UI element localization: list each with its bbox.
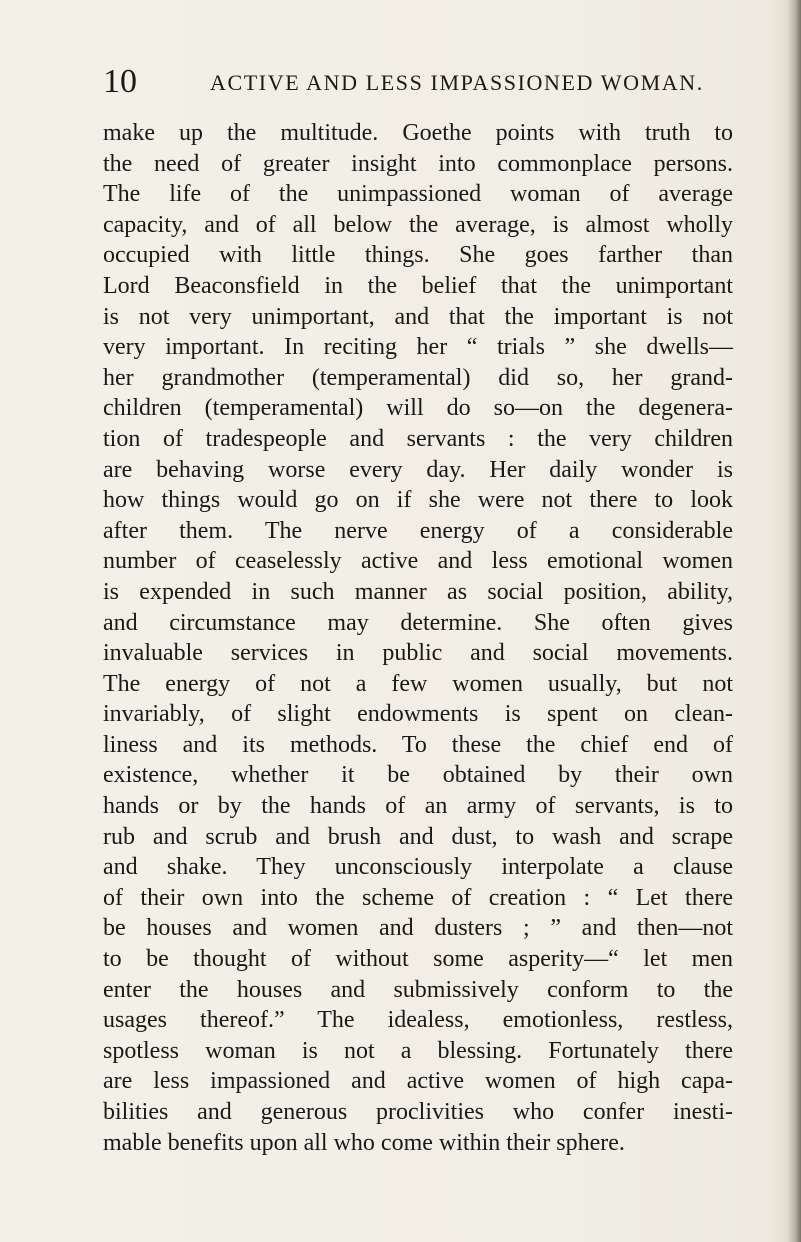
text-line: very important. In reciting her “ trials ” she dwells—: [103, 334, 733, 361]
text-line: and shake. They unconsciously interpolate a clause: [103, 854, 733, 881]
text-line: capacity, and of all below the average, is almost wholly: [103, 211, 733, 238]
text-line: liness and its methods. To these the chief end of: [103, 731, 733, 758]
text-line: spotless woman is not a blessing. Fortunately there: [103, 1037, 733, 1064]
text-line: make up the multitude. Goethe points with truth to: [103, 120, 733, 146]
text-line: Lord Beaconsfield in the belief that the unimportant: [103, 272, 733, 299]
page-number: 10: [103, 63, 137, 100]
text-line: how things would go on if she were not there to look: [103, 487, 733, 514]
text-line: are behaving worse every day. Her daily wonder is: [103, 456, 733, 483]
text-line: tion of tradespeople and servants : the very children: [103, 425, 733, 452]
text-line: after them. The nerve energy of a considerable: [103, 517, 733, 544]
text-line: of their own into the scheme of creation : “ Let there: [103, 884, 733, 911]
running-head: ACTIVE AND LESS IMPASSIONED WOMAN.: [210, 70, 704, 95]
text-line: the need of greater insight into commonplace persons.: [103, 150, 733, 177]
text-line: are less impassioned and active women of high capa-: [103, 1068, 733, 1095]
text-line: number of ceaselessly active and less emotional women: [103, 548, 733, 575]
text-line: her grandmother (temperamental) did so, her grand-: [103, 364, 733, 391]
text-line: existence, whether it be obtained by their own: [103, 762, 733, 789]
page-header: [0, 62, 801, 102]
text-line: hands or by the hands of an army of servants, is to: [103, 793, 733, 820]
page-edge-shadow: [787, 0, 801, 1242]
text-line: is expended in such manner as social position, ability,: [103, 578, 733, 605]
text-line: to be thought of without some asperity—“ let men: [103, 946, 733, 973]
text-line: is not very unimportant, and that the important is not: [103, 303, 733, 330]
body-text: [103, 118, 733, 1158]
text-line: and circumstance may determine. She often gives: [103, 609, 733, 636]
text-line: The life of the unimpassioned woman of average: [103, 181, 733, 208]
text-line: usages thereof.” The idealess, emotionless, restless,: [103, 1007, 733, 1034]
text-line: mable benefits upon all who come within their sphere.: [103, 1129, 625, 1156]
text-line: The energy of not a few women usually, but not: [103, 670, 733, 697]
text-line: be houses and women and dusters ; ” and then—not: [103, 915, 733, 942]
text-line: occupied with little things. She goes farther than: [103, 242, 733, 269]
text-line: invariably, of slight endowments is spent on clean-: [103, 701, 733, 728]
text-line: rub and scrub and brush and dust, to wash and scrape: [103, 823, 733, 850]
text-line: bilities and generous proclivities who confer inesti-: [103, 1099, 733, 1125]
text-line: invaluable services in public and social movements.: [103, 640, 733, 667]
text-line: children (temperamental) will do so—on the degenera-: [103, 395, 733, 422]
text-line: enter the houses and submissively conform to the: [103, 976, 733, 1003]
